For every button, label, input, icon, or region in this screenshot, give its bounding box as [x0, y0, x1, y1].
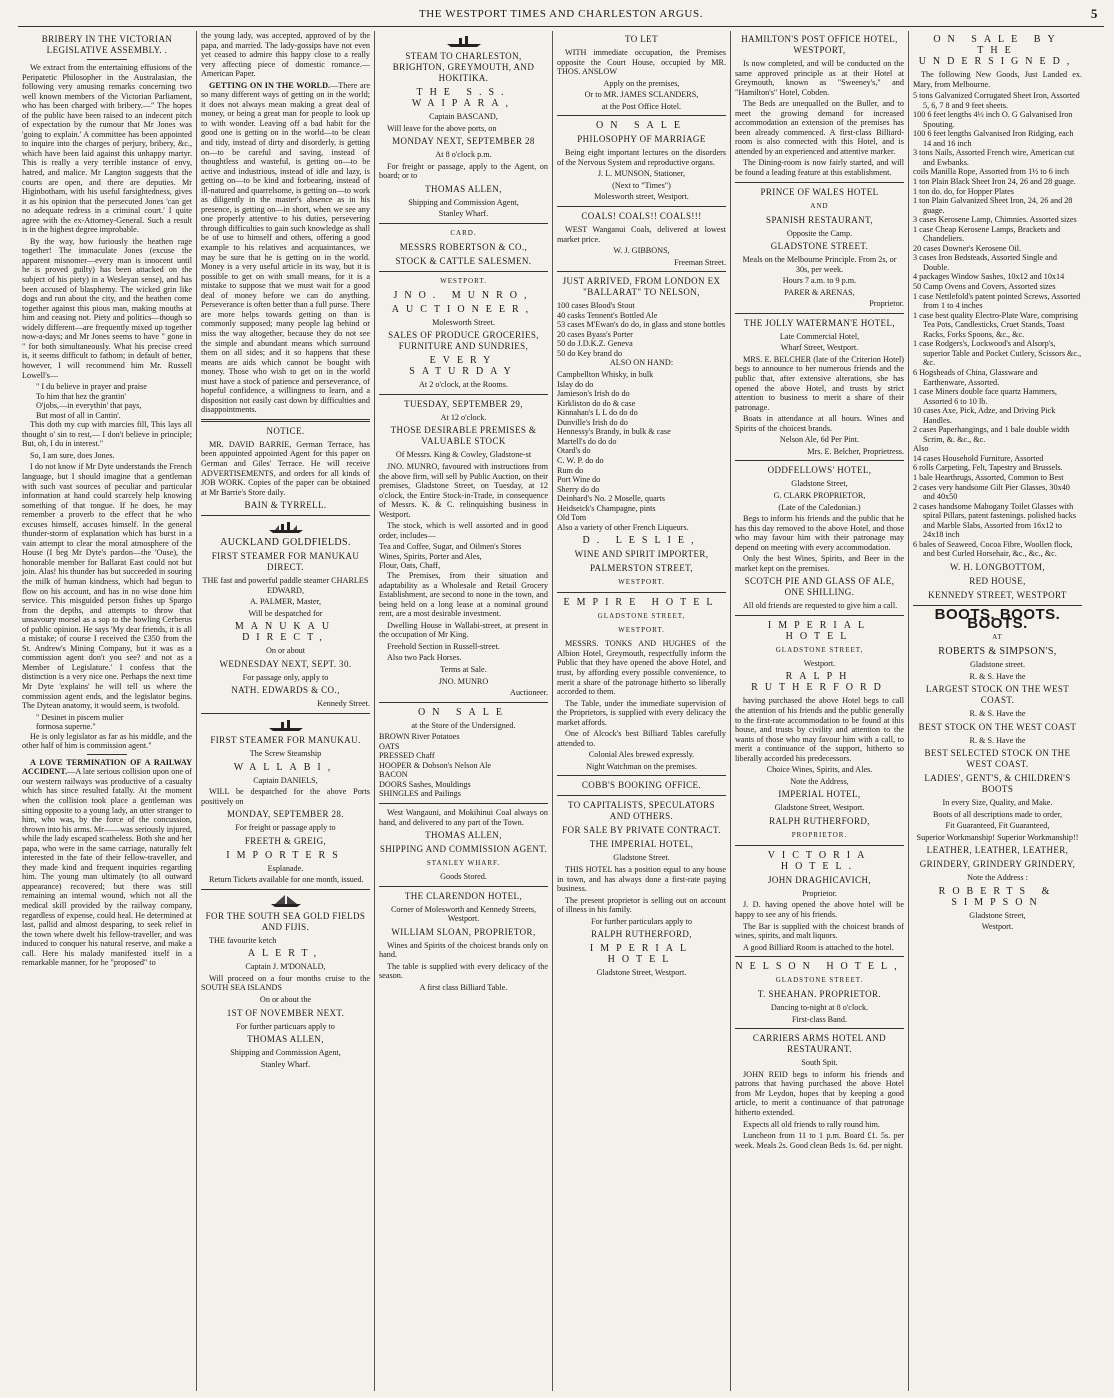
onsale-heading: ON SALE — [418, 706, 509, 718]
ad-text: WITH immediate occupation, the Premises opposite the Court House, occupied by MR. THOS. ANSLOW — [557, 48, 726, 77]
ad-text: The table is supplied with every delicacy of the season. — [379, 961, 548, 981]
card-heading: CARD. — [450, 228, 477, 237]
list-item: 1 ton do. do, for Hopper Plates — [913, 186, 1014, 196]
poem-line: " I du believe in prayer and praise — [36, 382, 147, 392]
ship-name: WALLABI, — [233, 761, 338, 773]
ad-text: Fit Guaranteed, Fit Guaranteed, — [945, 821, 1050, 831]
ad-text: First-class Band. — [791, 1014, 848, 1024]
list-item: Martell's do do do — [557, 436, 617, 446]
ad-text: GLADSTONE STREET, — [597, 612, 686, 621]
empire-heading: EMPIRE HOTEL — [563, 597, 720, 609]
ad-agent: D. LESLIE, — [582, 535, 701, 547]
list-item: 20 cases Byass's Porter — [557, 329, 633, 339]
list-item: Dwelling House in Wallabi-street, at present in the occupation of Mr King. — [379, 620, 548, 640]
ad-text: WESTPORT. — [618, 626, 665, 635]
world-heading: GETTING ON IN THE WORLD. — [209, 80, 331, 90]
masthead-title: THE WESTPORT TIMES AND CHARLESTON ARGUS. — [418, 8, 704, 20]
list-item: 2 cases Paperhangings, and 1 bale double width Scrim, &. &c., &c. — [913, 425, 1070, 444]
list-item: BACON — [379, 770, 408, 780]
list-item: 1 bale Hearthrugs, Assorted, Common to Best — [913, 472, 1064, 482]
page-number: 5 — [1090, 6, 1098, 21]
ad-text: Mrs. E. Belcher, Proprietress. — [807, 446, 904, 456]
ad-text: One of Alcock's best Billiard Tables carefully attended to. — [557, 729, 726, 748]
ad-text: For freight or passage, apply to the Agent, on board; or to — [379, 161, 548, 181]
steamship-icon — [267, 718, 305, 732]
ad-text: Note the Address, — [790, 776, 849, 786]
list-item: SHINGLES and Pailings — [379, 789, 461, 799]
ad-text: Proprietor. — [802, 888, 837, 898]
ad-text: JNO. MUNRO, favoured with instructions from the above firm, will sell by Public Auction, on their premises, Gladstone Street, on Tuesday, at 12 o'clock, the Entire Stock-in-Trade, in consequence of Messrs. K. & C. relinquishing business in Westport. — [379, 462, 548, 519]
ad-text: GRINDERY, GRINDERY GRINDERY, — [919, 859, 1076, 870]
ad-text: Captain BASCAND, — [429, 112, 498, 121]
ad-text: Late Commercial Hotel, — [779, 331, 860, 341]
ad-text: W. J. GIBBONS, — [613, 246, 670, 256]
ad-text: at the Store of the Undersigned. — [411, 720, 516, 730]
ad-text: THE IMPERIAL HOTEL, — [589, 839, 694, 850]
ad-text: Will proceed on a four months cruise to the SOUTH SEA ISLANDS — [201, 973, 370, 993]
ad-text: ALSO ON HAND: — [609, 358, 674, 368]
ad-text: A. PALMER, Master, — [249, 597, 321, 607]
list-item: 1 case Miners double face quartz Hammers, Assorted 6 to 10 lb. — [913, 387, 1057, 406]
column-5 — [730, 31, 908, 1391]
wales-heading: PRINCE OF WALES HOTEL — [760, 186, 879, 197]
carriers-heading: CARRIERS ARMS HOTEL AND RESTAURANT. — [752, 1033, 887, 1055]
ad-text: G. CLARK PROPRIETOR, — [773, 490, 866, 500]
list-item: 3 cases Iron Bedsteads, Assorted Single and Double. — [913, 253, 1057, 272]
ad-agent: RALPH RUTHERFORD — [751, 671, 888, 694]
ad-text: Terms at Sale. — [440, 664, 487, 674]
ad-text: Kennedy Street. — [317, 699, 370, 709]
cobb-heading: COBB'S BOOKING OFFICE. — [581, 780, 702, 791]
ad-text: WILLIAM SLOAN, PROPRIETOR, — [391, 926, 536, 937]
poem-line: " Desinet in piscem mulier — [36, 712, 124, 722]
list-item: Tea and Coffee, Sugar, and Oilmen's Stores — [379, 542, 522, 552]
ad-text: For further particulars apply to — [591, 916, 692, 926]
article-paragraph: By the way, how furiously the heathen rage together! The immaculate Jones (excuse the apparent misnomer—every man is innocent until he is proved guilty) has been attacked on the subject of his piety) in a Wesleyan sense), and has been accused of blasphemy. The wicked grin like dogs and run about the city, and the heathen come together against this pious man, making mouths at him and ceasing not. Piety and politics—though so widely different—are frequently mixed up together now-a-days; and Mr Jones seems to have " gone in " for both simultaneously. What his precise creed is, it seems difficult to fathom; in default of better, however, I will recommend him Mr. Russell Lowell's— — [22, 236, 192, 380]
onsale-heading: ON SALE — [596, 120, 687, 132]
coals-heading: COALS! COALS!! COALS!!! — [581, 211, 702, 222]
ad-text: KENNEDY STREET, WESTPORT — [928, 589, 1067, 600]
list-item: Deinhard's No. 2 Moselle, quarts — [557, 494, 665, 504]
ad-text: The following New Goods, Just Landed ex. Mary, from Melbourne. — [913, 70, 1082, 89]
list-item: The Premises, from their situation and adaptability as a Wholesale and Retail Grocery Establishment, are second to none in the town, and being held on a long lease at a nominal ground rent, are a most desirable investment. — [379, 571, 548, 619]
list-item: C. W. P. do do — [557, 455, 604, 465]
ad-text: Boats in attendance at all hours. Wines and Spirits of the choicest brands. — [735, 414, 904, 433]
ad-text: Shipping and Commission Agent, — [408, 197, 519, 207]
list-item: 6 Hogsheads of China, Glassware and Earthenware, Assorted. — [913, 367, 1038, 387]
ad-text: On or about — [265, 646, 306, 656]
ad-text: JOHN REID begs to inform his friends and patrons that having purchased the above Hotel from Mr Leydon, hopes that by keeping a good article, to merit a continuance of that patronage hitherto extended. — [735, 1069, 904, 1117]
steam-heading: STEAM TO CHARLESTON, BRIGHTON, GREYMOUTH, AND HOKITIKA. — [392, 51, 535, 83]
landed-heading: JUST ARRIVED, FROM LONDON EX "BALLARAT" TO NELSON, — [562, 276, 721, 298]
boots-heading: BOOTS. BOOTS. BOOTS. — [934, 605, 1061, 633]
ad-text: THOSE DESIRABLE PREMISES & VALUABLE STOCK — [390, 425, 537, 447]
ad-text: IMPERIAL HOTEL, — [778, 789, 861, 800]
ad-agent: THOMAS ALLEN, — [247, 1034, 324, 1045]
westport-heading: WESTPORT. — [440, 276, 487, 285]
ad-text: J. L. MUNSON, Stationer, — [597, 169, 686, 179]
list-item: 1 case Rodgers's, Lockwood's and Alsorp's, superior Table and Pocket Cutlery, Scissors &c., &c. — [913, 339, 1082, 368]
ad-text: PROPRIETOR. — [791, 830, 848, 839]
ad-text: Apply on the premises, — [603, 78, 680, 88]
list-item: 2 cases handsome Mahogany Toilet Glasses with spiral Pillars, patent fastenings. polished backs and Marble Slabs, Assorted from 16x12 to 24x18 inch — [913, 501, 1077, 540]
ad-text: Gladstone Street. — [613, 853, 670, 863]
ad-text: R. & S. Have the — [969, 671, 1026, 681]
capitalists-heading: TO CAPITALISTS, SPECULATORS AND OTHERS. — [567, 800, 716, 822]
ad-text: Captain DANIELS, — [253, 775, 318, 785]
ad-text: Meals on the Melbourne Principle. From 2s, or 30s, per week. — [742, 255, 897, 274]
ad-text: LEATHER, LEATHER, LEATHER, — [926, 845, 1069, 856]
ad-text: WINE AND SPIRIT IMPORTER, — [574, 549, 709, 560]
list-item: 5 tons Galvanized Corrugated Sheet Iron, Assorted 5, 6, 7 8 and 9 feet sheets. — [913, 91, 1080, 110]
article-paragraph: This doth my cup with marcies fill, This lays all thought o' sin to rest,— I don't believe in principle; But, oh, I du in interest." — [22, 420, 192, 449]
ad-text: Gladstone Street, Westport. — [596, 968, 687, 978]
ad-text: WESTPORT. — [618, 578, 665, 587]
ad-text: The Bar is supplied with the choicest brands of wines, spirits, and malt liquors. — [735, 921, 904, 941]
ad-text: FOR SALE BY PRIVATE CONTRACT. — [562, 825, 721, 836]
ad-text: On or about the — [259, 995, 312, 1004]
ketch-icon — [267, 894, 305, 908]
ad-agent: THOMAS ALLEN, — [425, 183, 502, 194]
ad-text: MRS. E. BELCHER (late of the Criterion Hotel) begs to announce to her numerous friends and the public that, after extensive alterations, she has opened the above Hotel, and trusts by strict attention to business to merit a share of their patronage. — [735, 354, 904, 412]
ad-text: Will leave for the above ports, on — [387, 123, 497, 133]
ad-text: Luncheon from 11 to 1 p.m. Board £1. 5s. per week. Meals 2s. Good clean Beds 1s. 6d. per night. — [735, 1131, 904, 1150]
ad-text: AND — [810, 201, 829, 210]
list-item: Kirkliston do do & case — [557, 398, 636, 408]
ad-text: GLADSTONE STREET. — [770, 241, 869, 252]
ad-text: A good Billiard Room is attached to the hotel. — [743, 942, 894, 952]
ad-text: Opposite the Camp. — [786, 228, 853, 238]
clarendon-heading: THE CLARENDON HOTEL, — [404, 890, 523, 901]
notice-text: MR. DAVID BARRIE, German Terrace, has been appointed appointed Agent for this paper on German and Giles' Terrace. He will receive ADVERTISEMENTS, and orders for all kinds of JOB WORK. Copies of the paper can be obtained at Mr Barrie's Store daily. — [201, 439, 370, 497]
list-item: 53 cases M'Ewan's do do, in glass and stone bottles — [557, 320, 726, 330]
ad-text: In every Size, Quality, and Make. — [942, 798, 1053, 808]
ad-agent: JOHN DRAGHICAVICH, — [767, 874, 872, 885]
ad-agent: FREETH & GREIG, — [244, 835, 327, 846]
list-item: Freehold Section in Russell-street. — [387, 641, 500, 651]
list-item: Islay do do — [557, 379, 594, 389]
notice-heading: NOTICE. — [266, 425, 305, 436]
imperial-heading: IMPERIAL HOTEL — [767, 619, 872, 642]
list-item: 4 packages Window Sashes, 10x12 and 10x14 — [913, 272, 1065, 282]
ad-text: Freeman Street. — [674, 257, 726, 267]
column-1 — [18, 31, 196, 1391]
ad-text: R. & S. Have the — [969, 735, 1026, 745]
ad-text: Is now completed, and will be conducted on the same approved principle as at their Hotel at Greymouth, known as "Sweeney's," and "Hamilton's" Hotel, Cobden. — [735, 59, 904, 97]
ad-text: Stanley Wharf. — [260, 1059, 311, 1069]
article-paragraph: We extract from the entertaining effusions of the Peripatetic Philosopher in the Australasian, the following very amusing remarks concerning two well known members of the Victorian Parliament, who has been charged with bribery.—" The hopes of the public have been raised to an indecent pitch of expectation by the rumour that Mr Jones was 'going to explain.' A committee has been appointed to inquire into the charges of perjury, bribery, &c., which have been laid against this unhappy martyr. This is really a very terrible instance of envy, hatred, and malice. Mr Langton suggests that the courts are open, and there are deputies. Mr Higinbotham, with his useful farsightedness, gives it as his opinion that the persecuted Jones 'can get no adequate redress in a criminal court.' I quite agree with the ex-Attorney-General. Such a result is in the highest degree improbable. — [22, 63, 192, 235]
ad-text: Choice Wines, Spirits, and Ales. — [766, 765, 873, 775]
list-item: Hennessy's Brandy, in bulk & case — [557, 427, 671, 437]
article-paragraph: the young lady, was accepted, approved of by the papa, and married. The lady-gossips have not even yet ceased to admire this happy close to a really very affecting piece of domestic romance.—American Paper. — [201, 31, 370, 79]
ad-agent: ROBERTS & SIMPSON — [938, 885, 1057, 908]
ad-text: BEST STOCK ON THE WEST COAST — [918, 721, 1077, 732]
list-item: 3 cases Kerosene Lamp, Chimnies. Assorted sizes — [913, 215, 1077, 225]
ad-text: RED HOUSE, — [969, 575, 1026, 586]
ad-date: 1ST OF NOVEMBER NEXT. — [226, 1007, 345, 1018]
ship-name: ALERT, — [247, 948, 324, 960]
list-item: Wines, Spirits, Porter and Ales, — [379, 551, 482, 561]
ad-text: JNO. MUNRO — [438, 676, 489, 686]
ad-text: Begs to inform his friends and the public that he has this day removed to the above Hotel, and those who may favour him with their patronage may depend on meeting with every accommodation. — [735, 514, 904, 552]
list-item: Port Wine do — [557, 475, 601, 485]
ad-text: The present proprietor is selling out on account of illness in his family. — [557, 895, 726, 915]
ad-text: Gladstone Street, Westport. — [774, 803, 865, 813]
notice-signature: BAIN & TYRRELL. — [244, 500, 327, 511]
ad-date: TUESDAY, SEPTEMBER 29, — [404, 398, 523, 409]
ad-text: Dancing to-night at 8 o'clock. — [770, 1003, 869, 1013]
ad-text: Molesworth Street. — [432, 317, 495, 327]
article-paragraph: —A late serious collision upon one of our western railways was productive of a casualty which has since resulted fatally. At the moment when the collision took place a gentleman was sitting opposite to a young lady, an utter stranger to him, who was, by the force of the concussion, thrown into his arms. Mr——was seriously injured, while the lady escaped scatheless. Both she and her papa, who were in the same carriage, naturally felt interested in the fate of their fellow-traveller, and they made kind and frequent inquiries regarding him. The young man ultimately (to all outward appearance) recovered; but there was still remaining an internal wound, which not all the medical skill provided by the railway company, regardless of expense, could heal. He determined at last, pallid and almost desparing, to seek relief in the town where dwelt his fellow-traveller, and was induced to conquer his natural reserve, and make a call. Here his malady manifested itself in a remarkable manner, for he "proposed" to — [22, 767, 192, 968]
ad-text: Of Messrs. King & Cowley, Gladstone-st — [395, 450, 532, 460]
poem-line: formosa superne." — [36, 722, 96, 732]
article-paragraph: He is only legislator as far as his middle, and the other half of him is commission agent." — [22, 731, 192, 751]
ad-text: Molesworth street, Westport. — [594, 192, 689, 202]
steamship-icon — [445, 34, 483, 48]
column-2 — [196, 31, 374, 1391]
list-item: 6 rolls Carpeting, Felt, Tapestry and Brussels. — [913, 463, 1063, 473]
ad-text: Shipping and Commission Agent, — [230, 1048, 341, 1058]
ad-text: Will be despatched for — [248, 608, 323, 618]
ad-agent: NATH. EDWARDS & CO., — [231, 685, 340, 696]
nelson-heading: NELSON HOTEL, — [735, 961, 904, 973]
list-item: DOORS Sashes, Mouldings — [379, 779, 471, 789]
jolly-heading: THE JOLLY WATERMAN'E HOTEL, — [743, 317, 895, 328]
column-4 — [552, 31, 730, 1391]
ad-text: WEST Wanganui Coals, delivered at lowest market price. — [557, 225, 726, 244]
ad-text: THE fast and powerful paddle steamer CHARLES EDWARD, — [202, 576, 369, 595]
list-item: 1 case Cheap Kerosene Lamps, Brackets and Chandeliers. — [913, 224, 1061, 244]
ad-text: Wines and Spirits of the choicest brands only on hand. — [379, 940, 548, 960]
ship-name: THE S.S. WAIPARA, — [411, 87, 516, 109]
ad-text: Superior Workmanship! Superior Workmanship!! — [916, 832, 1079, 842]
ad-agent: T. SHEAHAN. PROPRIETOR. — [757, 989, 882, 1000]
ad-text: Note the Address : — [967, 873, 1028, 883]
list-item: Also two Pack Horses. — [387, 653, 462, 663]
ad-text: The Table, under the immediate supervision of the Proprietors, is supplied with every delicacy the market affords. — [557, 698, 726, 727]
ad-text: J. D. having opened the above hotel will be happy to see any of his friends. — [735, 900, 904, 919]
ad-text: SPANISH RESTAURANT, — [766, 214, 873, 225]
ad-text: GLADSTONE STREET. — [775, 976, 864, 985]
ad-text: Proprietor. — [869, 299, 904, 309]
ad-text: Corner of Molesworth and Kennedy Streets, Westport. — [390, 904, 537, 924]
list-item: Kinnahan's L L do do do — [557, 408, 638, 418]
ad-text: For further particuars apply to — [236, 1021, 335, 1031]
ad-text: having purchased the above Hotel begs to call the attention of his friends and the public generally to the first-rate accommodation to be found at this house, and trusts by civility and attention to the wants of those who may favour him with a call, to merit a continuance of the support, hitherto so liberally accorded his predecessors. — [735, 696, 904, 763]
ad-text: MANUKAU DIRECT, — [234, 621, 337, 644]
ad-text: PALMERSTON STREET, — [589, 563, 694, 574]
ad-text: Stanley Wharf. — [438, 209, 489, 219]
ad-text: The stock, which is well assorted and in good order, includes— — [379, 521, 548, 540]
ad-text: Gladstone street. — [969, 659, 1026, 669]
sale-list — [913, 91, 1082, 559]
ad-text: West Wangauni, and Mokihinui Coal always on hand, and delivered to any part of the Town. — [379, 807, 548, 827]
auckland-heading: AUCKLAND GOLDFIELDS. — [220, 537, 351, 549]
ad-text: The Screw Steamship — [249, 748, 322, 758]
ad-text: BEST SELECTED STOCK ON THE WEST COAST. — [924, 748, 1071, 770]
ad-text: For freight or passage apply to — [235, 823, 336, 833]
column-3 — [374, 31, 552, 1391]
list-item: 50 do J.D.K.Z. Geneva — [557, 339, 633, 349]
list-item: 14 cases Household Furniture, Assorted — [913, 453, 1044, 463]
steamship-icon — [267, 520, 305, 534]
ad-text: at the Post Office Hotel. — [601, 101, 682, 111]
list-item: 2 cases very handsome Gilt Pier Glasses, 30x40 and 40x50 — [913, 482, 1070, 502]
ad-text: At 12 o'clock. — [440, 412, 487, 422]
ad-text: Esplanade. — [267, 863, 304, 873]
article-paragraph: I do not know if Mr Dyte understands the French language, but I should imagine that a gentleman with such vast sources of peculiar and particular information at hand could scarcely help knowing something of that tongue. If he does, he may remember a proverb to the effect that he who excuses himself, accuses himself. In the general thunder-storm of explanation which has burst in a vain attempt to clear the moral atmosphere of the House (I beg Mr Dyte's pardon—the 'Ouse), the honorable member for Ballarat East could not but join. Alas! his thunder has but succeeded in souring the milk of human kindness, which had begun to flow on his account, and has in no wise done him service. This misguided person fishes up Spargo from the depths, and attempts to throw that unsavoury morsel as a sop to the howling Cerberus of public opinion. He says 'My dear friends, it is all a mistake; of course I received the £350 from the St. Andrew's Mining Company, but it was as a commission agent don't you see? and not as a Member of Legislature.' I confess that the distinction is a very nice one. Perhaps the next time Mr Dyte 'explains' he will tell us where the commission agent ends, and the legislator begins. The Dytean anatomy, it would seem, is twofold. — [22, 462, 192, 711]
hamilton-heading: HAMILTON'S POST OFFICE HOTEL, WESTPORT, — [741, 34, 898, 55]
list-item: 6 bales of Seaweed, Cocoa Fibre, Woollen flock, and best Curled Horsehair, &c., &c., &c. — [913, 539, 1073, 559]
tolet-heading: TO LET — [625, 34, 658, 44]
ad-text: Return Tickets available for one month, issued. — [209, 875, 364, 885]
column-6 — [908, 31, 1086, 1391]
love-heading: A LOVE TERMINATION OF A RAILWAY ACCIDENT. — [22, 757, 192, 777]
ad-text: Auctioneer. — [510, 688, 548, 698]
auctioneer-name: JNO. MUNRO, — [393, 289, 534, 301]
list-item: 50 do Key brand do — [557, 348, 623, 358]
ad-text: STANLEY WHARF. — [426, 859, 501, 868]
ad-agent: PARER & ARENAS, — [784, 287, 855, 297]
list-item: Flour, Oats, Chaff, — [379, 561, 441, 571]
list-item: Heidseick's Champagne, pints — [557, 503, 656, 513]
victoria-heading: VICTORIA HOTEL. — [767, 849, 872, 872]
article-paragraph: —There are so many different ways of getting on in the world; it does not always mean making a great deal of money, or being a great man for people to look up to with wonder. Leaving off a bad habit for the good one is getting on in the world—to be clean and tidy, instead of dirty and disorderly, is getting on—to be careful and saving, instead of thoughtless and wasteful, is getting on—to be active and industrious, instead of idle and lazy, is getting on—to be kind and forbearing, instead of ill-natured and quarrelsome, is getting on—to work as diligently in the master's absence as in his presence, is getting on—in short, when we see any one properly attentive to his duties, persevering through difficulties to gain such knowledge as shall be of use to himself and others, offering a good example to his relatives and acquaintances, we may be sure that he is getting on in the world. Money is a very useful article in its way, but it is possible to get on with small means, for it is a mistake to suppose that we must wait for a good deal of money before we can do anything. Perseverance is often better than a full purse. There are more helps towards getting on than is commonly supposed; many people lag behind or miss the way altogether, because they do not see the simple and abundant means which surround them on all sides; and it so happens that these means are aids which cannot be bought with money. Those who wish to get on in the world must have a stock of patience and perseverance, of hopeful confidence, a willingness to learn, and a disposition not easily cast down by difficulties and disappointments. — [201, 80, 370, 415]
list-item: Dunville's Irish do do — [557, 417, 628, 427]
list-item: 3 tons Nails, Assorted French wire, American cut and Ewbanks. — [913, 148, 1075, 167]
ad-text: LARGEST STOCK ON THE WEST COAST. — [925, 684, 1070, 706]
list-item: Old Tom — [557, 513, 587, 523]
ad-text: Nelson Ale, 6d Per Pint. — [779, 435, 860, 445]
auckland-subheading: FIRST STEAMER FOR MANUKAU DIRECT. — [211, 551, 360, 573]
ad-date: MONDAY NEXT, SEPTEMBER 28 — [392, 136, 535, 147]
ad-text: IMPERIAL HOTEL — [589, 943, 694, 966]
poem-line: O'jobs,—in everythin' that pays, — [36, 401, 142, 411]
ad-text: Colonial Ales brewed expressly. — [588, 750, 695, 760]
ad-text: A first class Billiard Table. — [419, 982, 508, 992]
ad-text: The Beds are unequalled on the Buller, and to meet the growing demand for increased accommodation an extension of the premises has been already commenced. A first-class Billiard-room is also connected with this Hotel, and is attended by an experienced and attentive marker. — [735, 99, 904, 156]
ad-text: Or to MR. JAMES SCLANDERS, — [584, 90, 699, 100]
list-item: 10 cases Axe, Pick, Adze, and Driving Pick Handles. — [913, 406, 1056, 425]
ad-text: Westport. — [981, 922, 1014, 932]
ad-text: Wharf Street, Westport. — [780, 343, 859, 353]
ad-text: Captain J. M'DONALD, — [245, 962, 326, 972]
ad-text: Night Watchman on the premises. — [586, 761, 697, 771]
ad-text: For passage only, apply to — [242, 672, 329, 682]
masthead — [18, 4, 1104, 27]
ad-text: PHILOSOPHY OF MARRIAGE — [577, 134, 706, 145]
ad-text: SHIPPING AND COMMISSION AGENT. — [379, 844, 548, 855]
ad-text: Expects all old friends to rally round him. — [743, 1119, 880, 1129]
ad-text: THIS HOTEL has a position equal to any house in town, and has always done a first-rate paying business. — [557, 864, 726, 894]
article-paragraph: So, I am sure, does Jones. — [30, 450, 115, 460]
list-item: Otard's do — [557, 446, 591, 456]
ad-text: GLADSTONE STREET, — [775, 645, 864, 654]
list-item: HOOPER & Dobson's Nelson Ale — [379, 760, 492, 770]
list-item: 100 6 feet lengths 4½ inch O. G Galvanised Iron Spouting. — [913, 110, 1073, 129]
ad-agent: THOMAS ALLEN, — [425, 830, 502, 841]
ad-text: SALES OF PRODUCE GROCERIES, FURNITURE AND SUNDRIES, — [388, 330, 539, 352]
poem-line: To him that hez the grantin' — [36, 391, 126, 401]
ad-date: WEDNESDAY NEXT, SEPT. 30. — [219, 658, 352, 669]
ad-text: At 8 o'clock p.m. — [435, 150, 492, 160]
ad-agent: RALPH RUTHERFORD, — [769, 815, 870, 826]
list-item: 40 casks Tennent's Bottled Ale — [557, 310, 658, 320]
list-item: 100 6 feet lengths Galvanised Iron Ridging, each 14 and 16 inch — [913, 129, 1074, 148]
list-item: 1 case Nettlefold's patent pointed Screws, Assorted from 1 to 4 inches — [913, 291, 1081, 311]
wallabi-heading: FIRST STEAMER FOR MANUKAU. — [210, 734, 361, 745]
list-item: 1 case best quality Electro-Plate Ware, comprising Tea Pots, Candlesticks, Cruet Stands, Toast Racks, Forks Spoons, &c., &c. — [913, 310, 1078, 339]
list-item: Also a variety of other French Liqueurs. — [557, 522, 689, 532]
ad-text: Only the best Wines, Spirits, and Beer in the market kept on the premises. — [735, 554, 904, 573]
ad-text: (Late of the Caledonian.) — [778, 502, 861, 512]
ad-text: (Next to "Times") — [612, 180, 671, 190]
ad-text: MESSRS. TONKS AND HUGHES of the Albion Hotel, Greymouth, respectfully inform the Public that they have opened the above Hotel, and trust, by affording every possible convenience, to merit a share of the patronage hitherto so liberally accorded to them. — [557, 639, 726, 697]
ad-agent: W. H. LONGBOTTOM, — [949, 561, 1046, 572]
scotch-heading: SCOTCH PIE AND GLASS OF ALE, ONE SHILLING. — [744, 576, 895, 598]
list-item: 20 cases Downer's Kerosene Oil. — [913, 243, 1022, 253]
ad-text: IMPORTERS — [226, 849, 345, 861]
list-item: Jamieson's Irish do do — [557, 389, 630, 399]
ad-text: R. & S. Have the — [969, 709, 1026, 719]
ad-text: Gladstone Street, — [969, 910, 1026, 920]
ad-text: Being eight important lectures on the disorders of the Nervous System and reproductive organs. — [557, 148, 726, 167]
ad-date: MONDAY, SEPTEMBER 28. — [227, 809, 344, 820]
list-item: BROWN River Potatoes — [379, 732, 460, 742]
list-item: 1 ton Plain Galvanized Sheet Iron, 24, 26 and 28 guage. — [913, 196, 1073, 215]
sale-heading: ON SALE BY THE UNDERSIGNED, — [918, 34, 1077, 67]
ad-text: All old friends are requested to give him a call. — [743, 601, 898, 611]
list-item: coils Manilla Rope, Assorted from 1½ to 6 inch — [913, 167, 1069, 177]
ad-text: Hours 7 a.m. to 9 p.m. — [782, 276, 857, 286]
list-item: Rum do — [557, 465, 584, 475]
oddfellows-heading: ODDFELLOWS' HOTEL, — [767, 465, 872, 476]
poem-line: But most of all in Cantin'. — [36, 410, 121, 420]
ad-text: THE favourite ketch — [209, 935, 277, 945]
list-item: OATS — [379, 741, 400, 751]
ad-text: AUCTIONEER, — [391, 303, 536, 315]
ad-text: At 2 o'clock, at the Rooms. — [418, 380, 509, 390]
ad-agent: RALPH RUTHERFORD, — [591, 929, 692, 940]
list-item: Campbellton Whisky, in bulk — [557, 370, 654, 380]
bribery-heading: BRIBERY IN THE VICTORIAN LEGISLATIVE ASSEMBLY. . — [41, 34, 173, 55]
ad-text: South Spit. — [801, 1058, 838, 1068]
list-item: Also — [913, 444, 929, 454]
ad-text: EVERY SATURDAY — [409, 355, 518, 378]
list-item: 100 cases Blood's Stout — [557, 301, 635, 311]
ad-text: LADIES', GENT'S, & CHILDREN'S BOOTS — [924, 773, 1071, 795]
ad-text: MESSRS ROBERTSON & CO., — [399, 241, 528, 252]
list-item: Sherry do do — [557, 484, 600, 494]
ad-text: WILL be despatched for the above Ports positively on — [201, 787, 370, 806]
list-item: 1 ton Plain Black Sheet Iron 24, 26 and 28 guage. — [913, 177, 1076, 187]
ad-text: AT — [992, 632, 1003, 641]
southsea-heading: FOR THE SOUTH SEA GOLD FIELDS AND FIJIS. — [205, 910, 366, 932]
list-item: 50 Camp Ovens and Covers, Assorted sizes — [913, 282, 1056, 292]
ad-text: The Dining-room is now fairly started, and will be found a leading feature at this establishment. — [735, 158, 904, 178]
ad-agent: ROBERTS & SIMPSON'S, — [938, 645, 1057, 657]
ad-text: Westport. — [803, 658, 836, 668]
ad-text: STOCK & CATTLE SALESMEN. — [395, 255, 532, 266]
ad-text: Boots of all descriptions made to order, — [932, 809, 1063, 819]
ad-text: Gladstone Street, — [791, 479, 848, 489]
ad-text: Goods Stored. — [440, 872, 487, 882]
list-item: PRESSED Chaff — [379, 751, 435, 761]
